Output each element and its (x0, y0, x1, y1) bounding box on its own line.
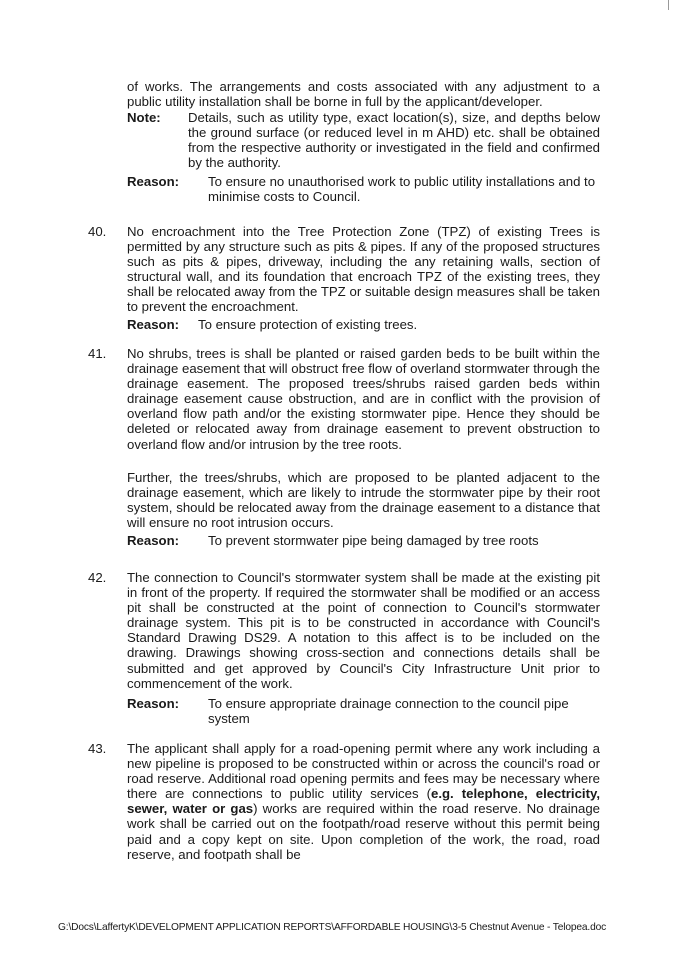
note-label: Note: (127, 110, 161, 125)
note-text: Details, such as utility type, exact location(s), size, and depths below the ground surface (or reduced level in m AHD) etc. shall be obtained from the respective authority or investigated in the field and confirmed by the authority. (188, 110, 600, 171)
condition-41-text: No shrubs, trees is shall be planted or raised garden beds to be built within the drainage easement that will obstruct free flow of overland stormwater through the drainage easement. The proposed trees/shrubs raised garden beds within drainage easement cause obstruction, and are in conflict with the provision of overland flow path and/or the existing stormwater pipe. Hence they should be deleted or relocated away from drainage easement to prevent obstruction to overland flow and/or intrusion by the tree roots. (127, 346, 600, 452)
condition-42-text: The connection to Council's stormwater system shall be made at the existing pit in front of the property. If required the stormwater shall be modified or an access pit shall be constructed at the point of connection to Council's stormwater drainage system. This pit is to be constructed in accordance with Council's Standard Drawing DS29. A notation to this affect is to be included on the drawing. Drawings showing cross-section and connections details shall be submitted and get approved by Council's City Infrastructure Unit prior to commencement of the work. (127, 570, 600, 691)
condition-number: 42. (88, 570, 107, 585)
reason-label: Reason: (127, 174, 180, 189)
condition-40-text: No encroachment into the Tree Protection Zone (TPZ) of existing Trees is permitted by any structure such as pits & pipes. If any of the proposed structures such as pits & pipes, driveway, including the any retaining walls, section of structural wall, and its foundation that encroach TPZ of the existing trees, they shall be relocated away from the TPZ or suitable design measures shall be taken to prevent the encroachment. (127, 224, 600, 315)
continuation-paragraph: of works. The arrangements and costs associated with any adjustment to a public utility installation shall be borne in full by the applicant/developer. (127, 79, 600, 110)
intro-reason-text: To ensure no unauthorised work to public utility installations and to minimise costs to Council. (208, 174, 596, 205)
condition-43-text (127, 741, 600, 862)
condition-number: 41. (88, 346, 107, 361)
condition-42-reason: To ensure appropriate drainage connection to the council pipe system (208, 696, 569, 727)
condition-43-bold-examples: e.g. telephone, electricity, sewer, water or gas (127, 786, 600, 817)
reason-label: Reason: (127, 696, 180, 711)
footer-file-path: G:\Docs\LaffertyK\DEVELOPMENT APPLICATION REPORTS\AFFORDABLE HOUSING\3-5 Chestnut Avenue - Telopea.doc (58, 922, 607, 933)
reason-label: Reason: (127, 317, 180, 332)
reason-label: Reason: (127, 533, 180, 548)
page-edge-mark (668, 0, 669, 10)
condition-41-text-2: Further, the trees/shrubs, which are proposed to be planted adjacent to the drainage easement, which are likely to intrude the stormwater pipe by their root system, should be relocated away from the drainage easement to a distance that will ensure no root intrusion occurs. (127, 470, 600, 531)
condition-number: 43. (88, 741, 107, 756)
condition-40-reason: To ensure protection of existing trees. (198, 317, 418, 332)
condition-43-text-a: The applicant shall apply for a road-opening permit where any work including a new pipeline is proposed to be constructed within or across the council's road or road reserve. Additional road opening permits and fees may be necessary where there are connections to public utility services ( (127, 741, 600, 802)
condition-number: 40. (88, 224, 107, 239)
condition-43-text-b: ) works are required within the road reserve. No drainage work shall be carried out on the footpath/road reserve without this permit being paid and a copy kept on site. Upon completion of the work, the road, road reserve, and footpath shall be (127, 801, 601, 862)
condition-41-reason: To prevent stormwater pipe being damaged by tree roots (208, 533, 539, 548)
